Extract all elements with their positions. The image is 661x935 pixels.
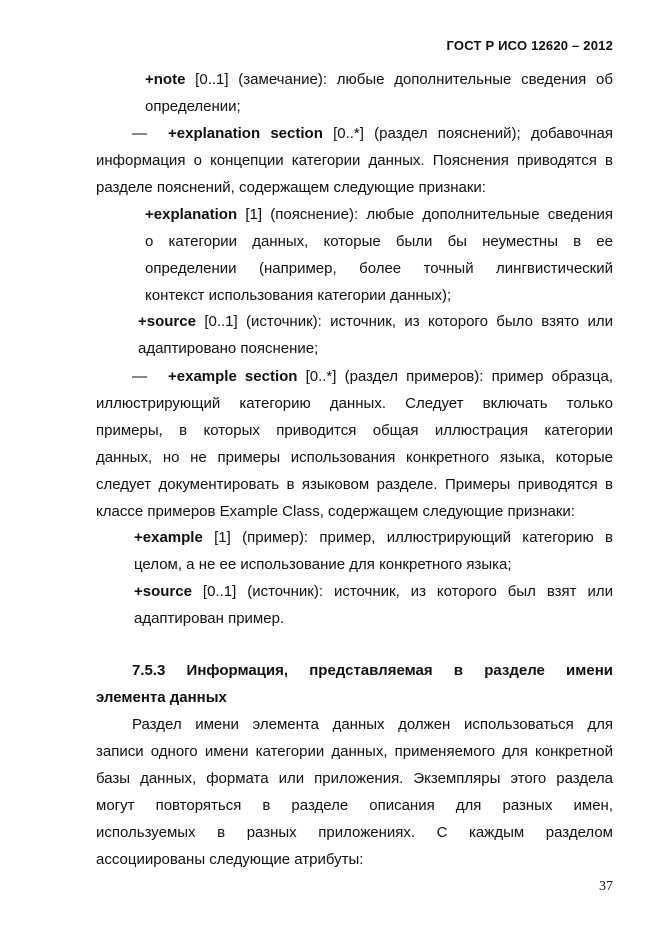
explanation-section-line3: разделе пояснений, содержащем следующие признаки: <box>96 179 486 196</box>
section-paragraph-line1: Раздел имени элемента данных должен использоваться для <box>132 716 613 733</box>
explanation-item-line1 <box>145 201 613 228</box>
source-text-2: [0..1] (источник): источник, из которого был взят или <box>191 583 613 600</box>
note-term: +note <box>145 71 186 88</box>
example-item-line1 <box>134 524 613 551</box>
section-paragraph-line4: могут повторяться в разделе описания для разных имен, <box>96 797 613 814</box>
example-section-term: +example section <box>168 368 298 385</box>
source-term-1: +source <box>138 313 196 330</box>
explanation-item <box>145 201 613 309</box>
section-paragraph-line5: используемых в разных приложениях. С каждым разделом <box>96 824 613 841</box>
source-item-1 <box>138 308 613 362</box>
explanation-item-line4: контекст использования категории данных); <box>145 287 452 304</box>
explanation-section-term: +explanation section <box>168 125 323 142</box>
explanation-text: [1] (пояснение): любые дополнительные сведения <box>237 206 613 223</box>
source-item-1-line1 <box>138 308 613 335</box>
explanation-section-paragraph <box>96 120 613 201</box>
example-section-line3: примеры, в которых приводится общая иллюстрация категории <box>96 422 613 439</box>
dash-bullet: — <box>132 368 147 385</box>
source-item-2 <box>134 578 613 632</box>
example-section-paragraph <box>96 363 613 525</box>
section-paragraph-7-5-3 <box>96 711 613 873</box>
example-section-line4: данных, но не примеры использования конкретного языка, которые <box>96 449 613 466</box>
page-number: 37 <box>599 879 613 894</box>
note-item <box>145 66 613 120</box>
section-paragraph-line2: записи одного имени категории данных, применяемого для конкретной <box>96 743 613 760</box>
explanation-section-text: [0..*] (раздел пояснений); добавочная <box>322 125 614 142</box>
example-term: +example <box>134 529 203 546</box>
explanation-item-line3: определении (например, более точный лингвистический <box>145 260 613 277</box>
section-heading-line2: элемента данных <box>96 689 227 706</box>
example-section-text: [0..*] (раздел примеров): пример образца, <box>297 368 613 385</box>
example-section-line5: следует документировать в языковом разделе. Примеры приводятся в <box>96 476 613 493</box>
example-section-line2: иллюстрирующий категорию данных. Следует включать только <box>96 395 613 412</box>
explanation-term: +explanation <box>145 206 238 223</box>
section-heading-line1: 7.5.3 Информация, представляемая в разделе имени <box>132 662 613 679</box>
example-item <box>134 524 613 578</box>
source-text-1: [0..1] (источник): источник, из которого было взято или <box>195 313 613 330</box>
source-term-2: +source <box>134 583 192 600</box>
example-section-line6: классе примеров Example Class, содержащем следующие признаки: <box>96 503 575 520</box>
note-text: [0..1] (замечание): любые дополнительные сведения об <box>185 71 613 88</box>
example-item-line2: целом, а не ее использование для конкретного языка; <box>134 556 512 573</box>
note-item-line2: определении; <box>145 98 241 115</box>
source-item-2-line1 <box>134 578 613 605</box>
source-item-1-line2: адаптировано пояснение; <box>138 340 319 357</box>
dash-bullet: — <box>132 125 147 142</box>
document-header: ГОСТ Р ИСО 12620 – 2012 <box>446 38 613 53</box>
section-paragraph-line6: ассоциированы следующие атрибуты: <box>96 851 364 868</box>
example-text: [1] (пример): пример, иллюстрирующий категорию в <box>202 529 613 546</box>
example-section-line1 <box>96 363 613 390</box>
explanation-item-line2: о категории данных, которые были бы неуместны в ее <box>145 233 613 250</box>
section-heading-7-5-3 <box>96 657 613 711</box>
explanation-section-line2: информация о концепции категории данных. Пояснения приводятся в <box>96 152 613 169</box>
explanation-section-line1 <box>96 120 613 147</box>
source-item-2-line2: адаптирован пример. <box>134 610 285 627</box>
note-item-line1 <box>145 66 613 93</box>
section-paragraph-line3: базы данных, формата или приложения. Экземпляры этого раздела <box>96 770 613 787</box>
